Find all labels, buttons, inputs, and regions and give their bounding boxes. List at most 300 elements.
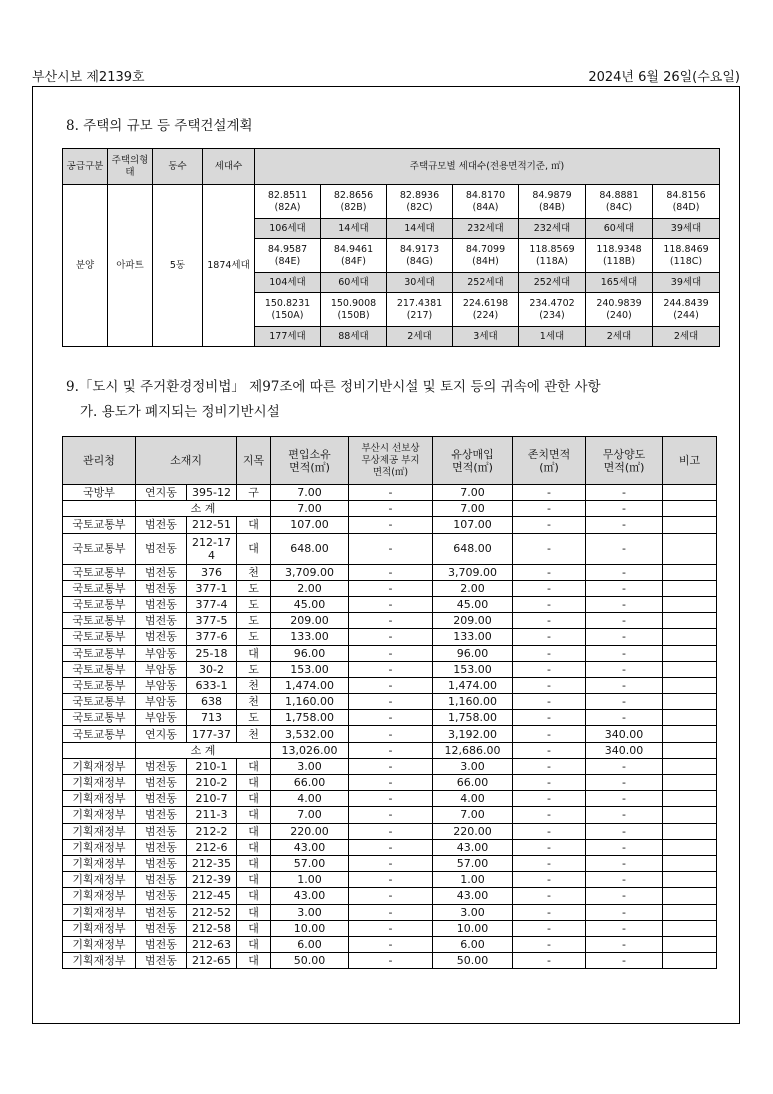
lot-number-cell: 212-39 [187, 872, 237, 888]
incorporated-area-cell: 3,709.00 [271, 564, 349, 580]
authority-cell: 국방부 [63, 485, 136, 501]
paid-area-cell: 3,709.00 [433, 564, 513, 580]
land-category-cell: 대 [237, 791, 271, 807]
transfer-area-cell: - [586, 904, 663, 920]
remaining-area-cell: - [513, 629, 586, 645]
district-cell: 범전동 [136, 580, 187, 596]
transfer-area-cell: - [586, 629, 663, 645]
authority-cell: 기획재정부 [63, 807, 136, 823]
col-location-header: 소재지 [136, 437, 237, 485]
incorporated-area-cell: 57.00 [271, 855, 349, 871]
lot-number-cell: 212-52 [187, 904, 237, 920]
authority-cell: 국토교통부 [63, 645, 136, 661]
remaining-area-cell: - [513, 596, 586, 612]
paid-area-cell: 107.00 [433, 517, 513, 533]
district-cell: 범전동 [136, 904, 187, 920]
land-category-cell: 구 [237, 485, 271, 501]
district-cell: 범전동 [136, 629, 187, 645]
area-cell: 82.8656 (82B) [321, 185, 387, 219]
provided-area-cell: - [349, 775, 433, 791]
paid-area-cell: 648.00 [433, 533, 513, 564]
area-row [63, 185, 720, 219]
note-cell [663, 775, 717, 791]
incorporated-area-cell: 7.00 [271, 807, 349, 823]
count-cell: 2세대 [387, 327, 453, 347]
remaining-area-cell: - [513, 888, 586, 904]
lot-number-cell: 211-3 [187, 807, 237, 823]
incorporated-area-cell: 3.00 [271, 904, 349, 920]
transfer-area-cell: - [586, 807, 663, 823]
table-row [63, 596, 717, 612]
remaining-area-cell: - [513, 661, 586, 677]
transfer-area-cell: 340.00 [586, 726, 663, 742]
authority-cell: 기획재정부 [63, 953, 136, 969]
land-category-cell: 도 [237, 613, 271, 629]
incorporated-area-cell: 1,474.00 [271, 677, 349, 693]
authority-cell: 국토교통부 [63, 596, 136, 612]
area-cell: 224.6198 (224) [453, 293, 519, 327]
incorporated-area-cell: 153.00 [271, 661, 349, 677]
table-row [63, 613, 717, 629]
housing-buildings-cell: 5동 [153, 185, 203, 347]
district-cell: 범전동 [136, 613, 187, 629]
lot-number-cell: 25-18 [187, 645, 237, 661]
district-cell: 범전동 [136, 872, 187, 888]
transfer-area-cell: - [586, 485, 663, 501]
authority-cell: 국토교통부 [63, 564, 136, 580]
area-cell: 82.8936 (82C) [387, 185, 453, 219]
incorporated-area-cell: 1,160.00 [271, 694, 349, 710]
incorporated-area-cell: 43.00 [271, 888, 349, 904]
provided-area-cell: - [349, 888, 433, 904]
incorporated-area-cell: 133.00 [271, 629, 349, 645]
paid-area-cell: 43.00 [433, 839, 513, 855]
land-category-cell: 대 [237, 758, 271, 774]
count-cell: 14세대 [321, 219, 387, 239]
authority-cell: 기획재정부 [63, 936, 136, 952]
authority-cell: 기획재정부 [63, 855, 136, 871]
note-cell [663, 839, 717, 855]
transfer-area-cell: - [586, 533, 663, 564]
provided-area-cell: - [349, 517, 433, 533]
provided-area-cell: - [349, 580, 433, 596]
count-cell: 104세대 [255, 273, 321, 293]
note-cell [663, 613, 717, 629]
remaining-area-cell: - [513, 564, 586, 580]
district-cell: 부암동 [136, 645, 187, 661]
note-cell [663, 596, 717, 612]
district-cell: 연지동 [136, 726, 187, 742]
lot-number-cell: 376 [187, 564, 237, 580]
lot-number-cell: 212-45 [187, 888, 237, 904]
land-category-cell: 대 [237, 920, 271, 936]
area-cell: 118.8469 (118C) [653, 239, 720, 273]
paid-area-cell: 1,160.00 [433, 694, 513, 710]
area-cell: 82.8511 (82A) [255, 185, 321, 219]
lot-number-cell: 210-1 [187, 758, 237, 774]
remaining-area-cell: - [513, 694, 586, 710]
table-row [63, 791, 717, 807]
land-category-cell: 대 [237, 517, 271, 533]
note-cell [663, 823, 717, 839]
paid-area-cell: 1,758.00 [433, 710, 513, 726]
paid-area-cell: 66.00 [433, 775, 513, 791]
lot-number-cell: 212-35 [187, 855, 237, 871]
area-cell: 118.8569 (118A) [519, 239, 586, 273]
housing-plan-header-row [63, 149, 720, 185]
incorporated-area-cell: 3,532.00 [271, 726, 349, 742]
incorporated-area-cell: 7.00 [271, 501, 349, 517]
authority-cell: 기획재정부 [63, 823, 136, 839]
incorporated-area-cell: 3.00 [271, 758, 349, 774]
provided-area-cell: - [349, 936, 433, 952]
col-authority-header: 관리청 [63, 437, 136, 485]
provided-area-cell: - [349, 920, 433, 936]
authority-cell: 국토교통부 [63, 726, 136, 742]
count-cell: 165세대 [586, 273, 653, 293]
remaining-area-cell: - [513, 710, 586, 726]
table-row [63, 904, 717, 920]
land-category-cell: 천 [237, 694, 271, 710]
remaining-area-cell: - [513, 485, 586, 501]
subtotal-row [63, 501, 717, 517]
remaining-area-cell: - [513, 920, 586, 936]
table-row [63, 758, 717, 774]
authority-cell: 국토교통부 [63, 677, 136, 693]
note-cell [663, 645, 717, 661]
subtotal-row [63, 742, 717, 758]
incorporated-area-cell: 6.00 [271, 936, 349, 952]
remaining-area-cell: - [513, 501, 586, 517]
count-cell: 88세대 [321, 327, 387, 347]
land-category-cell: 대 [237, 645, 271, 661]
count-cell: 106세대 [255, 219, 321, 239]
area-cell: 240.9839 (240) [586, 293, 653, 327]
table-row [63, 872, 717, 888]
paid-area-cell: 7.00 [433, 501, 513, 517]
transfer-area-cell: - [586, 953, 663, 969]
count-cell: 2세대 [653, 327, 720, 347]
remaining-area-cell: - [513, 839, 586, 855]
housing-households-cell: 1874세대 [203, 185, 255, 347]
col-incorporated-header: 편입소유 면적(㎡) [271, 437, 349, 485]
provided-area-cell: - [349, 758, 433, 774]
paid-area-cell: 6.00 [433, 936, 513, 952]
count-cell: 14세대 [387, 219, 453, 239]
authority-cell: 국토교통부 [63, 533, 136, 564]
note-cell [663, 501, 717, 517]
district-cell: 범전동 [136, 839, 187, 855]
lot-number-cell: 212-2 [187, 823, 237, 839]
district-cell: 부암동 [136, 710, 187, 726]
transfer-area-cell: - [586, 645, 663, 661]
paid-area-cell: 220.00 [433, 823, 513, 839]
lot-number-cell: 377-4 [187, 596, 237, 612]
provided-area-cell: - [349, 629, 433, 645]
area-cell: 84.9461 (84F) [321, 239, 387, 273]
lot-number-cell: 377-6 [187, 629, 237, 645]
remaining-area-cell: - [513, 613, 586, 629]
authority-cell: 기획재정부 [63, 888, 136, 904]
remaining-area-cell: - [513, 953, 586, 969]
count-cell: 60세대 [586, 219, 653, 239]
lot-number-cell: 212-51 [187, 517, 237, 533]
authority-cell: 기획재정부 [63, 920, 136, 936]
district-cell: 부암동 [136, 661, 187, 677]
section-9-heading: 9.「도시 및 주거환경정비법」 제97조에 따른 정비기반시설 및 토지 등의 귀속에 관한 사항 [66, 379, 601, 395]
table-row [63, 517, 717, 533]
provided-area-cell: - [349, 661, 433, 677]
paid-area-cell: 4.00 [433, 791, 513, 807]
paid-area-cell: 7.00 [433, 807, 513, 823]
transfer-area-cell: - [586, 613, 663, 629]
paid-area-cell: 133.00 [433, 629, 513, 645]
col-households-header: 세대수 [203, 149, 255, 185]
land-category-cell: 천 [237, 726, 271, 742]
table-row [63, 485, 717, 501]
incorporated-area-cell: 50.00 [271, 953, 349, 969]
count-cell: 232세대 [519, 219, 586, 239]
subtotal-blank-cell [63, 501, 136, 517]
provided-area-cell: - [349, 501, 433, 517]
transfer-area-cell: - [586, 920, 663, 936]
land-category-cell: 도 [237, 596, 271, 612]
provided-area-cell: - [349, 953, 433, 969]
provided-area-cell: - [349, 596, 433, 612]
table-row [63, 629, 717, 645]
note-cell [663, 855, 717, 871]
provided-area-cell: - [349, 726, 433, 742]
area-cell: 84.7099 (84H) [453, 239, 519, 273]
note-cell [663, 920, 717, 936]
note-cell [663, 710, 717, 726]
transfer-area-cell: - [586, 936, 663, 952]
note-cell [663, 564, 717, 580]
lot-number-cell: 212-17 4 [187, 533, 237, 564]
col-transfer-header: 무상양도 면적(㎡) [586, 437, 663, 485]
col-provided-header: 부산시 선보상 무상제공 부지 면적(㎡) [349, 437, 433, 485]
col-remaining-header: 존치면적 (㎡) [513, 437, 586, 485]
count-cell: 30세대 [387, 273, 453, 293]
table-row [63, 694, 717, 710]
district-cell: 연지동 [136, 485, 187, 501]
remaining-area-cell: - [513, 533, 586, 564]
remaining-area-cell: - [513, 807, 586, 823]
transfer-area-cell: - [586, 791, 663, 807]
subtotal-label: 소 계 [136, 501, 271, 517]
note-cell [663, 888, 717, 904]
lot-number-cell: 212-65 [187, 953, 237, 969]
transfer-area-cell: - [586, 823, 663, 839]
incorporated-area-cell: 1.00 [271, 872, 349, 888]
paid-area-cell: 57.00 [433, 855, 513, 871]
transfer-area-cell: - [586, 677, 663, 693]
paid-area-cell: 1,474.00 [433, 677, 513, 693]
count-cell: 252세대 [519, 273, 586, 293]
incorporated-area-cell: 648.00 [271, 533, 349, 564]
provided-area-cell: - [349, 533, 433, 564]
land-category-cell: 대 [237, 839, 271, 855]
paid-area-cell: 96.00 [433, 645, 513, 661]
note-cell [663, 533, 717, 564]
provided-area-cell: - [349, 872, 433, 888]
note-cell [663, 694, 717, 710]
incorporated-area-cell: 2.00 [271, 580, 349, 596]
note-cell [663, 580, 717, 596]
authority-cell: 기획재정부 [63, 775, 136, 791]
land-category-cell: 대 [237, 904, 271, 920]
remaining-area-cell: - [513, 872, 586, 888]
count-cell: 60세대 [321, 273, 387, 293]
table-row [63, 677, 717, 693]
table-row [63, 726, 717, 742]
col-land-header: 지목 [237, 437, 271, 485]
paid-area-cell: 50.00 [433, 953, 513, 969]
remaining-area-cell: - [513, 904, 586, 920]
authority-cell: 기획재정부 [63, 758, 136, 774]
land-category-cell: 도 [237, 710, 271, 726]
count-cell: 2세대 [586, 327, 653, 347]
lot-number-cell: 638 [187, 694, 237, 710]
district-cell: 범전동 [136, 807, 187, 823]
table-row [63, 839, 717, 855]
table-row [63, 580, 717, 596]
land-category-cell: 대 [237, 953, 271, 969]
incorporated-area-cell: 209.00 [271, 613, 349, 629]
remaining-area-cell: - [513, 742, 586, 758]
section-9-subheading: 가. 용도가 폐지되는 정비기반시설 [80, 404, 280, 420]
district-cell: 범전동 [136, 953, 187, 969]
remaining-area-cell: - [513, 758, 586, 774]
paid-area-cell: 3,192.00 [433, 726, 513, 742]
transfer-area-cell: - [586, 839, 663, 855]
paid-area-cell: 3.00 [433, 904, 513, 920]
paid-area-cell: 2.00 [433, 580, 513, 596]
provided-area-cell: - [349, 694, 433, 710]
incorporated-area-cell: 7.00 [271, 485, 349, 501]
authority-cell: 국토교통부 [63, 661, 136, 677]
table-row [63, 710, 717, 726]
transfer-area-cell: - [586, 710, 663, 726]
paid-area-cell: 153.00 [433, 661, 513, 677]
authority-cell: 국토교통부 [63, 517, 136, 533]
col-type-header: 주택의형태 [108, 149, 153, 185]
transfer-area-cell: - [586, 855, 663, 871]
authority-cell: 국토교통부 [63, 710, 136, 726]
transfer-area-cell: - [586, 596, 663, 612]
transfer-area-cell: - [586, 888, 663, 904]
land-category-cell: 도 [237, 580, 271, 596]
col-supply-header: 공급구분 [63, 149, 108, 185]
area-cell: 217.4381 (217) [387, 293, 453, 327]
section-8-heading: 8. 주택의 규모 등 주택건설계획 [66, 118, 253, 134]
table-row [63, 823, 717, 839]
count-cell: 39세대 [653, 219, 720, 239]
paid-area-cell: 43.00 [433, 888, 513, 904]
table-row [63, 855, 717, 871]
area-cell: 84.8156 (84D) [653, 185, 720, 219]
paid-area-cell: 209.00 [433, 613, 513, 629]
transfer-area-cell: 340.00 [586, 742, 663, 758]
land-category-cell: 대 [237, 888, 271, 904]
remaining-area-cell: - [513, 645, 586, 661]
area-cell: 118.9348 (118B) [586, 239, 653, 273]
authority-cell: 국토교통부 [63, 629, 136, 645]
land-category-cell: 대 [237, 855, 271, 871]
infrastructure-table [62, 436, 717, 969]
table-row [63, 953, 717, 969]
incorporated-area-cell: 10.00 [271, 920, 349, 936]
publication-date: 2024년 6월 26일(수요일) [588, 70, 740, 85]
incorporated-area-cell: 45.00 [271, 596, 349, 612]
table-row [63, 645, 717, 661]
incorporated-area-cell: 107.00 [271, 517, 349, 533]
provided-area-cell: - [349, 823, 433, 839]
table-row [63, 807, 717, 823]
col-buildings-header: 동수 [153, 149, 203, 185]
district-cell: 부암동 [136, 677, 187, 693]
note-cell [663, 872, 717, 888]
remaining-area-cell: - [513, 855, 586, 871]
page-header [32, 66, 740, 86]
note-cell [663, 677, 717, 693]
remaining-area-cell: - [513, 726, 586, 742]
paid-area-cell: 3.00 [433, 758, 513, 774]
incorporated-area-cell: 96.00 [271, 645, 349, 661]
note-cell [663, 936, 717, 952]
paid-area-cell: 7.00 [433, 485, 513, 501]
provided-area-cell: - [349, 677, 433, 693]
provided-area-cell: - [349, 791, 433, 807]
lot-number-cell: 210-7 [187, 791, 237, 807]
col-note-header: 비고 [663, 437, 717, 485]
provided-area-cell: - [349, 807, 433, 823]
transfer-area-cell: - [586, 564, 663, 580]
lot-number-cell: 713 [187, 710, 237, 726]
authority-cell: 기획재정부 [63, 904, 136, 920]
land-category-cell: 대 [237, 533, 271, 564]
count-cell: 1세대 [519, 327, 586, 347]
area-cell: 84.8881 (84C) [586, 185, 653, 219]
provided-area-cell: - [349, 855, 433, 871]
provided-area-cell: - [349, 904, 433, 920]
incorporated-area-cell: 66.00 [271, 775, 349, 791]
note-cell [663, 953, 717, 969]
count-cell: 252세대 [453, 273, 519, 293]
remaining-area-cell: - [513, 791, 586, 807]
provided-area-cell: - [349, 645, 433, 661]
infrastructure-header-row [63, 437, 717, 485]
transfer-area-cell: - [586, 517, 663, 533]
incorporated-area-cell: 4.00 [271, 791, 349, 807]
lot-number-cell: 377-1 [187, 580, 237, 596]
note-cell [663, 742, 717, 758]
area-cell: 244.8439 (244) [653, 293, 720, 327]
land-category-cell: 천 [237, 677, 271, 693]
remaining-area-cell: - [513, 823, 586, 839]
district-cell: 범전동 [136, 823, 187, 839]
transfer-area-cell: - [586, 580, 663, 596]
incorporated-area-cell: 13,026.00 [271, 742, 349, 758]
authority-cell: 국토교통부 [63, 580, 136, 596]
district-cell: 범전동 [136, 791, 187, 807]
authority-cell: 국토교통부 [63, 613, 136, 629]
provided-area-cell: - [349, 613, 433, 629]
lot-number-cell: 395-12 [187, 485, 237, 501]
transfer-area-cell: - [586, 775, 663, 791]
note-cell [663, 726, 717, 742]
district-cell: 범전동 [136, 920, 187, 936]
